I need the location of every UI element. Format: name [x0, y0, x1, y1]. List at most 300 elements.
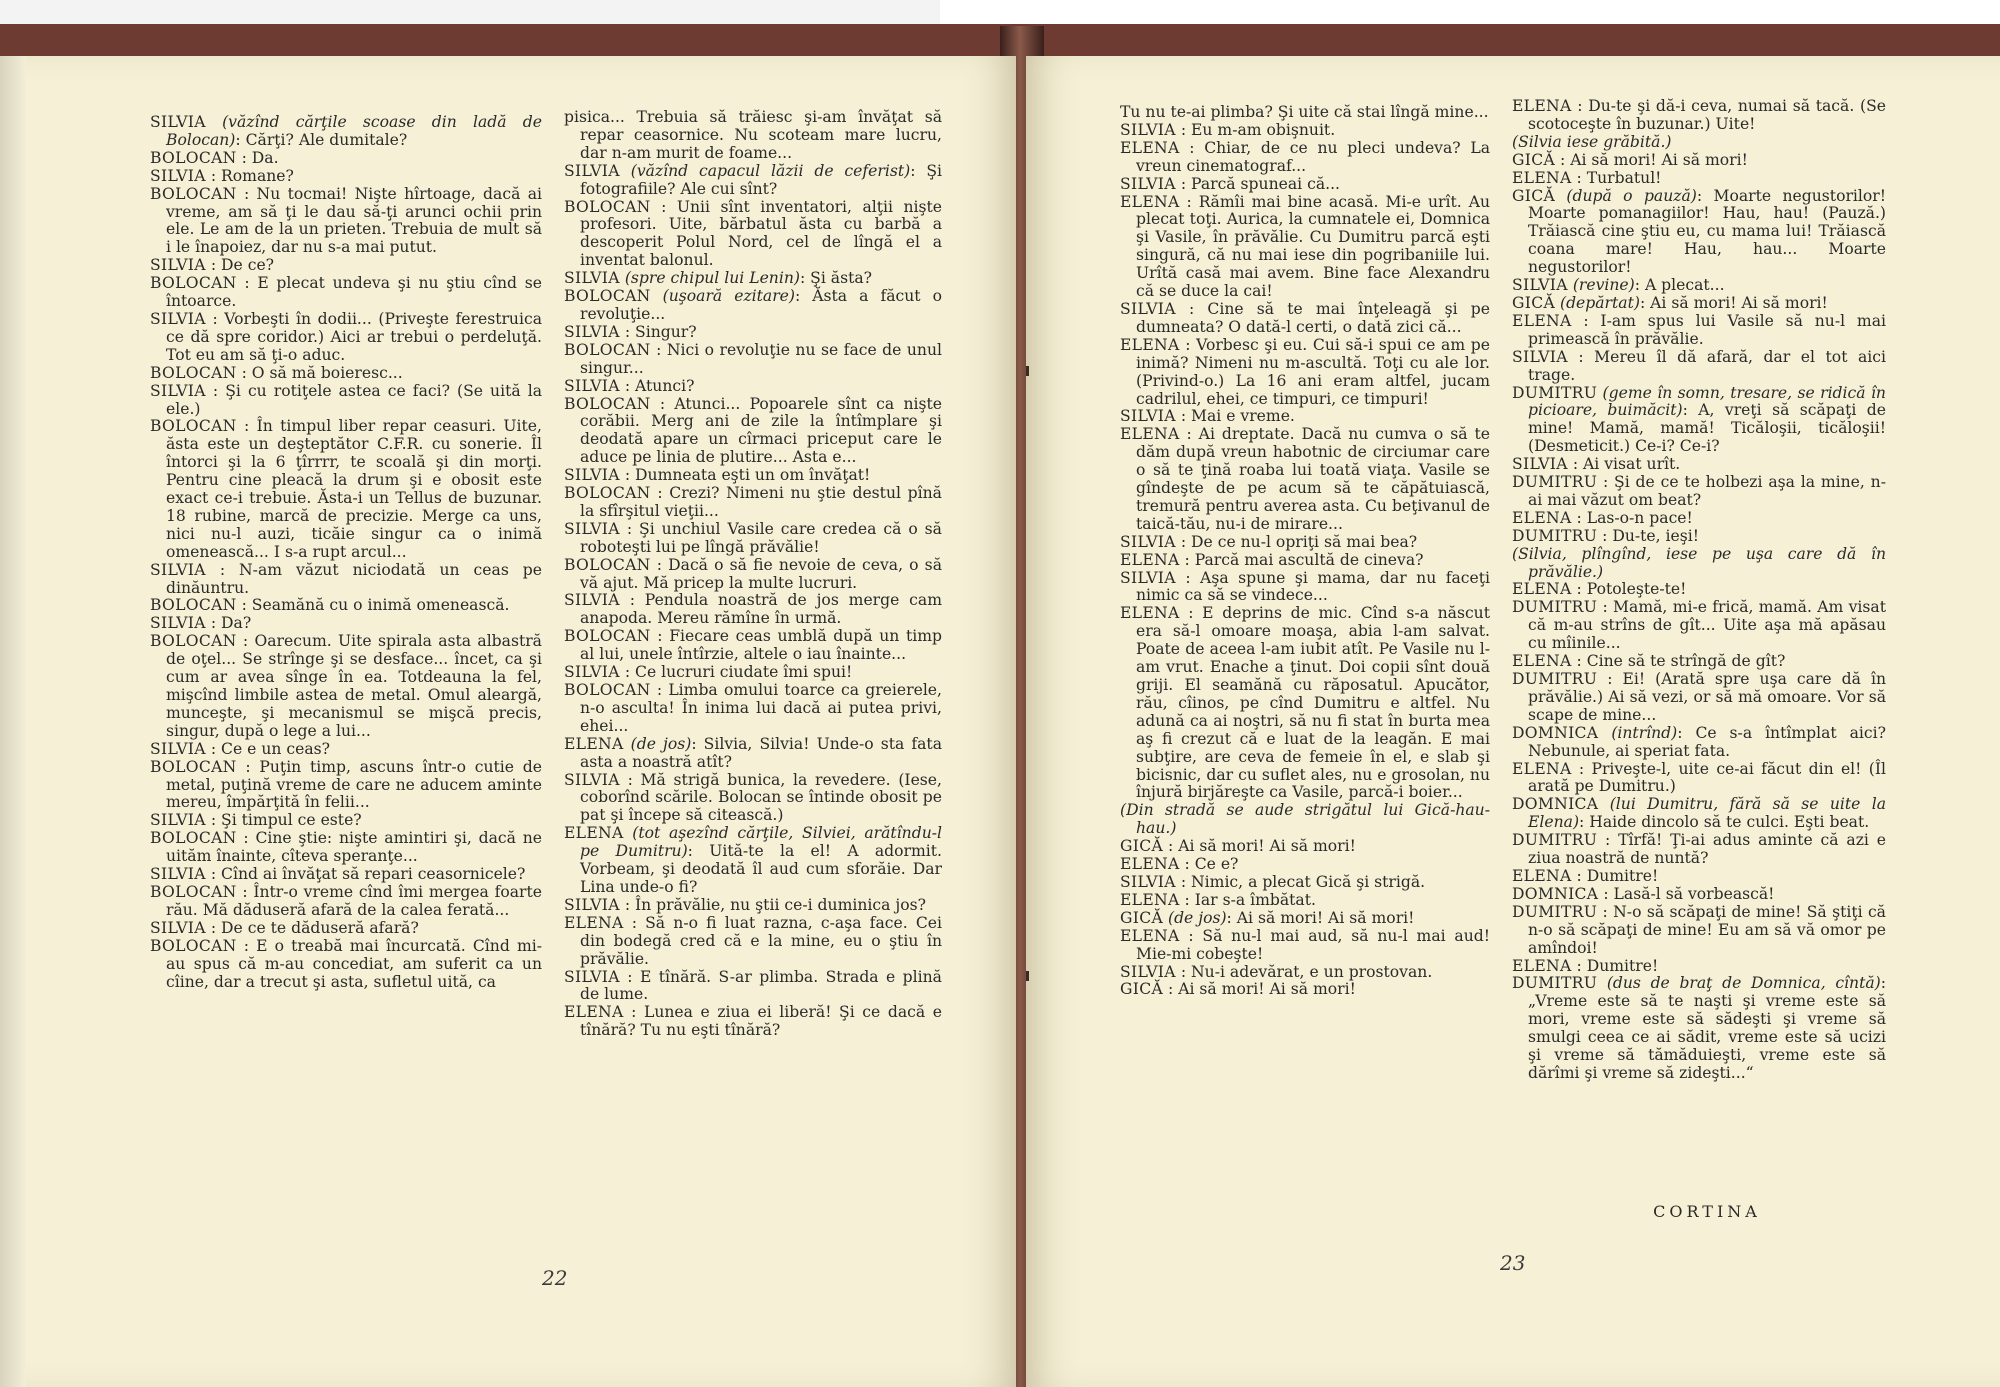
dialogue-text: : Iar s-a îmbătat. [1184, 890, 1316, 909]
dialogue-text: : Atunci? [624, 376, 695, 395]
dialogue-paragraph [1512, 311, 1886, 349]
speaker-name: DOMNICA [1512, 795, 1599, 814]
dialogue-text: : Potoleşte-te! [1576, 580, 1687, 599]
scan-speck [1026, 971, 1029, 981]
dialogue-paragraph [1512, 866, 1886, 886]
speaker-name: BOLOCAN [150, 417, 237, 436]
speaker-name: SILVIA [564, 519, 620, 538]
speaker-name: SILVIA [564, 967, 620, 986]
dialogue-text: : Dumitre! [1576, 866, 1659, 885]
dialogue-text: : Uită-te la el! A adormit. Vorbeam, şi deodată îl aud cum sforăie. Dar Lina unde-o fi? [580, 842, 942, 896]
cortina-label: CORTINA [1653, 1202, 1761, 1221]
dialogue-paragraph [564, 627, 942, 664]
dialogue-text: : Cine să te strîngă de gît? [1576, 652, 1786, 671]
dialogue-paragraph [150, 596, 542, 615]
stage-direction: (geme în somn, tresare, se ridică în picioare, buimăcit) [1528, 383, 1886, 420]
stage-direction: (de jos) [1167, 908, 1227, 927]
dialogue-text: : Dumneata eşti un om învăţat! [624, 466, 871, 485]
dialogue-text: : Ce lucruri ciudate îmi spui! [624, 663, 853, 682]
speaker-name: DUMITRU [1512, 598, 1598, 617]
dialogue-paragraph [1120, 425, 1490, 533]
dialogue-text: : „Vreme este să te naşti şi vreme este să mori, vreme este să sădeşti şi vreme să smulgi ceea ce ai sădit, vreme este să ucizi şi vreme să tămăduieşti, vreme este să dărîmi şi vreme să zideşti...“ [1528, 974, 1886, 1082]
speaker-name: ELENA [1120, 425, 1180, 444]
speaker-name: ELENA [1512, 866, 1572, 885]
speaker-name: SILVIA [564, 770, 620, 789]
speaker-name: ELENA [1512, 652, 1572, 671]
dialogue-paragraph [1512, 132, 1886, 152]
stage-direction: (tot aşezînd cărţile, Silviei, arătîndu-l pe Dumitru) [580, 824, 942, 861]
dialogue-text: : Chiar, de ce nu pleci undeva? La vreun cinematograf... [1136, 138, 1490, 175]
speaker-name: ELENA [1120, 192, 1180, 211]
dialogue-paragraph [1120, 980, 1490, 999]
dialogue-paragraph [150, 148, 542, 168]
speaker-name: BOLOCAN [150, 363, 237, 382]
dialogue-paragraph [1512, 508, 1886, 528]
dialogue-paragraph [1120, 926, 1490, 964]
dialogue-text: Tu nu te-ai plimba? Şi uite că stai lîngă mine... [1120, 103, 1489, 121]
speaker-name: DUMITRU [1512, 974, 1598, 993]
dialogue-paragraph [1120, 855, 1490, 874]
dialogue-paragraph [564, 913, 942, 969]
dialogue-paragraph [1512, 723, 1886, 761]
dialogue-text: pisica... Trebuia să trăiesc şi-am învăţat să repar ceasornice. Nu scoteam mare lucru, dar n-am murit de foame... [564, 108, 942, 162]
speaker-name: SILVIA [564, 376, 620, 395]
dialogue-text: : Du-te, ieşi! [1602, 526, 1700, 545]
speaker-name: BOLOCAN [150, 274, 237, 293]
dialogue-text: : Într-o vreme cînd îmi mergea foarte rău. Mă dăduseră afară de la calea ferată... [166, 882, 542, 919]
dialogue-text: : Nu-i adevărat, e un prostovan. [1180, 962, 1433, 981]
dialogue-text: : Da. [241, 148, 279, 167]
dialogue-text: : Parcă mai ascultă de cineva? [1184, 550, 1424, 569]
speaker-name: SILVIA [1512, 455, 1568, 474]
speaker-name: ELENA [1512, 759, 1572, 778]
dialogue-text: : Du-te şi dă-i ceva, numai să tacă. (Se scotoceşte în buzunar.) Uite! [1528, 97, 1886, 133]
speaker-name: GICĂ [1512, 293, 1556, 312]
dialogue-paragraph [564, 108, 942, 163]
speaker-name: SILVIA [150, 113, 206, 131]
dialogue-paragraph [1120, 299, 1490, 337]
dialogue-paragraph [150, 560, 542, 598]
dialogue-text: : Singur? [624, 322, 697, 341]
dialogue-text: : Oarecum. Uite spirala asta albastră de oţel... Se strînge şi se desface... încet, ca şi cum ar avea sînge în ea. Totdeauna la fel, mişcînd limbile astea de metal. Omul aleargă, munceşte, şi mecanismul se mişcă precis, singur, după o lege a lui... [166, 632, 542, 740]
speaker-name: GICĂ [1120, 837, 1164, 856]
dialogue-text: : Mai e vreme. [1180, 407, 1295, 426]
dialogue-text: : Eu m-am obişnuit. [1180, 120, 1336, 139]
dialogue-paragraph [1512, 347, 1886, 385]
dialogue-text: : A plecat... [1634, 276, 1725, 295]
dialogue-text: : Aşa spune şi mama, dar nu faceţi nimic ca să se vindece... [1136, 568, 1490, 605]
speaker-name: GICĂ [1120, 908, 1164, 927]
speaker-name: SILVIA [564, 269, 620, 288]
speaker-name: DUMITRU [1512, 383, 1598, 402]
stage-direction: (de jos) [630, 734, 692, 753]
dialogue-paragraph [150, 381, 542, 419]
dialogue-paragraph [1120, 192, 1490, 301]
stage-direction: (spre chipul lui Lenin) [624, 269, 800, 288]
speaker-name: SILVIA [1120, 962, 1176, 981]
dialogue-text: : A, vreţi să scăpaţi de mine! Mamă, mamă! Ticăloşii, ticăloşii! (Desmeticit.) Ce-i? Ce-i? [1528, 401, 1887, 456]
dialogue-text: : Şi cu rotiţele astea ce faci? (Se uită la ele.) [166, 381, 542, 418]
dialogue-text: : Lunea e ziua ei liberă! Şi ce dacă e tînără? Tu nu eşti tînără? [580, 1003, 942, 1040]
dialogue-text: : Şi fotografiile? Ale cui sînt? [580, 161, 942, 198]
dialogue-text: : Unii sînt inventatori, alţii nişte profesori. Uite, bărbatul ăsta cu barbă a descoperit Polul Nord, cel de lîngă el a inventat balonul. [580, 197, 942, 270]
speaker-name: SILVIA [564, 895, 620, 914]
speaker-name: ELENA [564, 734, 624, 753]
dialogue-paragraph [564, 519, 942, 557]
speaker-name: BOLOCAN [564, 340, 651, 359]
dialogue-text: : Ai să mori! Ai să mori! [1167, 980, 1356, 999]
speaker-name: SILVIA [150, 309, 206, 328]
speaker-name: BOLOCAN [564, 394, 651, 413]
dialogue-paragraph [150, 632, 542, 740]
dialogue-text: : Ai să mori! Ai să mori! [1559, 150, 1748, 169]
dialogue-paragraph [150, 113, 542, 150]
dialogue-paragraph [1512, 759, 1886, 797]
dialogue-paragraph [1120, 103, 1490, 122]
dialogue-text: : Da? [210, 614, 252, 633]
dialogue-paragraph [1120, 801, 1490, 838]
dialogue-paragraph [1512, 831, 1886, 868]
dialogue-text: : Şi ăsta? [799, 269, 873, 288]
dialogue-paragraph [564, 1003, 942, 1040]
stage-direction: (intrînd) [1611, 723, 1678, 742]
speaker-name: SILVIA [1120, 872, 1176, 891]
speaker-name: SILVIA [150, 560, 206, 579]
dialogue-text: : Vorbeşti în dodii... (Priveşte ferestruica ce dă spre coridor.) Aici ar trebui o perdeluţă. Tot eu am să ţi-o aduc. [166, 309, 542, 364]
dialogue-paragraph [564, 895, 942, 915]
dialogue-paragraph [150, 829, 542, 866]
dialogue-text: : Puţin timp, ascuns într-o cutie de metal, puţină vreme de care ne aducem aminte mereu, împărţită în felii... [166, 757, 542, 812]
dialogue-paragraph [150, 757, 542, 813]
stage-direction: (depărtat) [1559, 293, 1640, 312]
dialogue-paragraph [150, 739, 542, 759]
speaker-name: ELENA [1120, 550, 1180, 569]
dialogue-text: : Haide dincolo să te culci. Eşti beat. [1579, 813, 1870, 832]
speaker-name: SILVIA [1120, 120, 1176, 139]
speaker-name: ELENA [1512, 311, 1572, 330]
speaker-name: SILVIA [150, 739, 206, 758]
speaker-name: ELENA [564, 1003, 624, 1022]
right-page-column-2 [1512, 97, 1887, 1083]
speaker-name: BOLOCAN [150, 184, 237, 203]
dialogue-paragraph [1120, 550, 1490, 570]
speaker-name: SILVIA [150, 865, 206, 884]
dialogue-paragraph [1512, 276, 1886, 295]
speaker-name: SILVIA [1120, 174, 1176, 193]
speaker-name: SILVIA [1120, 568, 1176, 587]
dialogue-text: : Ai să mori! Ai să mori! [1167, 837, 1356, 856]
speaker-name: ELENA [564, 913, 624, 932]
dialogue-paragraph [150, 309, 542, 365]
dialogue-text: : Rămîi mai bine acasă. Mi-e urît. Au plecat toţi. Aurica, la cumnatele ei, Domnica şi Vasile, în prăvălie. Cu Dumitru parcă eşti singură, că nu mai iese din pogribaniile lui. Urîtă casă mai avem. Bine face Alexandru că se duce la cai! [1136, 192, 1490, 301]
speaker-name: SILVIA [1512, 276, 1568, 295]
dialogue-paragraph [150, 184, 542, 258]
dialogue-paragraph [1120, 407, 1490, 426]
speaker-name: SILVIA [564, 663, 620, 682]
speaker-name: GICĂ [1512, 150, 1556, 169]
dialogue-text: : Turbatul! [1576, 168, 1662, 187]
page-block-edge [0, 56, 26, 1387]
dialogue-paragraph [1512, 902, 1886, 958]
speaker-name: DUMITRU [1512, 902, 1598, 921]
speaker-name: GICĂ [1120, 980, 1164, 999]
speaker-name: SILVIA [150, 166, 206, 185]
dialogue-text: : Cine ştie: nişte amintiri şi, dacă ne uităm înainte, cîteva speranţe... [166, 829, 542, 866]
dialogue-text: : Ai visat urît. [1572, 455, 1681, 474]
speaker-name: DUMITRU [1512, 831, 1598, 850]
dialogue-paragraph [564, 824, 942, 897]
speaker-name: BOLOCAN [564, 681, 651, 699]
dialogue-text: : Mereu îl dă afară, dar el tot aici trage. [1528, 347, 1886, 384]
stage-direction: (revine) [1572, 276, 1635, 295]
dialogue-text: : Cine să te mai înţeleagă şi pe dumneata? O dată-l certi, o dată zici că... [1136, 299, 1490, 336]
dialogue-text: : Silvia, Silvia! Unde-o sta fata asta a noastră atît? [580, 734, 942, 771]
speaker-name: BOLOCAN [150, 882, 237, 901]
stage-direction: (Silvia, plîngînd, iese pe uşa care dă în prăvălie.) [1512, 544, 1886, 581]
dialogue-text: : Ce e? [1184, 855, 1239, 874]
dialogue-paragraph [1512, 150, 1886, 170]
speaker-name: DOMNICA [1512, 723, 1599, 742]
dialogue-text: : E plecat undeva şi nu ştiu cînd se întoarce. [166, 274, 542, 311]
dialogue-paragraph [1120, 872, 1490, 892]
dialogue-paragraph [150, 417, 542, 561]
speaker-name: ELENA [1120, 335, 1180, 354]
dialogue-paragraph [1512, 974, 1886, 1082]
dialogue-paragraph [564, 466, 942, 485]
left-page-column-2 [564, 108, 942, 1040]
dialogue-text: : Cînd ai învăţat să repari ceasornicele? [210, 865, 526, 884]
dialogue-paragraph [1120, 604, 1490, 802]
stage-direction: (Silvia iese grăbită.) [1512, 132, 1672, 151]
dialogue-text: : Seamănă cu o inimă omenească. [241, 596, 510, 615]
dialogue-paragraph [564, 394, 942, 468]
dialogue-paragraph [150, 363, 542, 383]
dialogue-text: : Şi de ce te holbezi aşa la mine, n-ai mai văzut om beat? [1528, 473, 1886, 509]
dialogue-text: : În prăvălie, nu ştii ce-i duminica jos? [624, 895, 926, 914]
dialogue-text: : N-am văzut niciodată un ceas pe dinăuntru. [166, 560, 542, 597]
dialogue-paragraph [1512, 544, 1886, 582]
dialogue-paragraph [1512, 526, 1886, 546]
dialogue-text: : Tîrfă! Ţi-ai adus aminte că azi e ziua noastră de nuntă? [1528, 831, 1886, 868]
dialogue-text: : Să n-o fi luat razna, c-aşa face. Cei din bodegă cred că e la mine, eu o ştiu în prăvălie. [580, 913, 942, 968]
speaker-name: SILVIA [150, 381, 206, 400]
speaker-name: BOLOCAN [564, 287, 651, 306]
dialogue-text: : Moarte negustorilor! Moarte pomanagiilor! Hau, hau! (Pauză.) Trăiască cine ştiu eu, cu mama lui! Trăiască coana mare! Hau, hau... Moarte negustorilor! [1528, 186, 1886, 277]
speaker-name: ELENA [1512, 508, 1572, 527]
dialogue-paragraph [1120, 890, 1490, 910]
speaker-name: BOLOCAN [564, 484, 651, 503]
dialogue-paragraph [1512, 956, 1886, 976]
dialogue-paragraph [1120, 335, 1490, 409]
dialogue-paragraph [150, 166, 542, 186]
speaker-name: ELENA [1512, 580, 1572, 599]
dialogue-text: : Romane? [210, 166, 294, 185]
speaker-name: ELENA [564, 824, 624, 843]
speaker-name: SILVIA [150, 614, 206, 633]
dialogue-text: : Nimic, a plecat Gică şi strigă. [1180, 872, 1426, 891]
speaker-name: DOMNICA [1512, 884, 1599, 903]
dialogue-paragraph [1120, 568, 1490, 606]
dialogue-text: : Mă strigă bunica, la revedere. (Iese, coborînd scările. Bolocan se întinde obosit pe pat şi începe să citească.) [580, 770, 942, 825]
dialogue-text: : Las-o-n pace! [1576, 508, 1693, 527]
speaker-name: ELENA [1120, 604, 1180, 623]
speaker-name: BOLOCAN [564, 197, 651, 216]
dialogue-paragraph [564, 681, 942, 736]
dialogue-paragraph [564, 340, 942, 378]
dialogue-paragraph [1120, 962, 1490, 982]
dialogue-text: : Dacă o să fie nevoie de ceva, o să vă ajut. Mă pricep la multe lucruri. [580, 555, 942, 592]
stage-direction: (văzînd cărţile scoase din ladă de Bolocan) [166, 113, 542, 149]
speaker-name: SILVIA [1120, 532, 1176, 551]
dialogue-paragraph [1120, 908, 1490, 928]
dialogue-text: : Şi timpul ce este? [210, 811, 362, 830]
speaker-name: SILVIA [1120, 407, 1176, 426]
dialogue-paragraph [1512, 97, 1886, 134]
speaker-name: ELENA [1120, 138, 1180, 157]
speaker-name: DUMITRU [1512, 473, 1598, 492]
dialogue-text: : De ce te dăduseră afară? [210, 918, 419, 937]
dialogue-text: : În timpul liber repar ceasuri. Uite, ăsta este un deşteptător C.F.R. cu sonerie. Îl întorci şi la 6 ţîrrrr, te scoală şi din morţi. Pentru cine pleacă la drum şi e obosit este exact ce-i trebuie. Ăsta-i un Tellus de buzunar. 18 rubine, marcă de precizie. Merge ca uns, nici nu-l auzi, ticăie singur ca o inimă omenească... I s-a rupt arcul... [166, 417, 542, 561]
dialogue-paragraph [1120, 120, 1490, 140]
dialogue-paragraph [1512, 670, 1886, 725]
dialogue-paragraph [1512, 884, 1886, 904]
speaker-name: ELENA [1512, 97, 1572, 115]
dialogue-paragraph [1512, 383, 1887, 457]
speaker-name: SILVIA [1512, 347, 1568, 366]
page-number: 23 [1500, 1251, 1526, 1275]
dialogue-paragraph [150, 256, 542, 275]
dialogue-paragraph [564, 197, 942, 271]
dialogue-paragraph [564, 591, 942, 628]
speaker-name: BOLOCAN [564, 627, 651, 646]
speaker-name: BOLOCAN [150, 936, 237, 955]
dialogue-paragraph [150, 918, 542, 938]
dialogue-paragraph [1120, 532, 1490, 552]
dialogue-text: : Ei! (Arată spre uşa care dă în prăvălie.) Ai să vezi, or să mă omoare. Vor să scape de mine... [1528, 670, 1886, 724]
stage-direction: (văzînd capacul lăzii de ceferist) [630, 161, 911, 180]
dialogue-text: : Ăsta a făcut o revoluţie... [580, 287, 942, 323]
dialogue-text: : Ce s-a întîmplat aici? Nebunule, ai speriat fata. [1528, 723, 1886, 760]
dialogue-paragraph [564, 663, 942, 682]
speaker-name: GICĂ [1512, 186, 1556, 205]
left-page-column-1 [150, 113, 542, 991]
speaker-name: ELENA [1120, 855, 1180, 874]
dialogue-paragraph [564, 770, 942, 826]
speaker-name: BOLOCAN [150, 596, 237, 615]
dialogue-text: : Crezi? Nimeni nu ştie destul pînă la sfîrşitul vieţii... [580, 484, 942, 520]
dialogue-text: : Lasă-l să vorbească! [1603, 884, 1775, 903]
dialogue-text: : De ce? [210, 256, 275, 275]
dialogue-text: : Cărţi? Ale dumitale? [235, 130, 408, 149]
dialogue-paragraph [1512, 293, 1886, 313]
dialogue-paragraph [564, 287, 942, 324]
page-number: 22 [542, 1266, 568, 1290]
dialogue-text: : Să nu-l mai aud, să nu-l mai aud! Mie-mi cobeşte! [1136, 926, 1490, 963]
dialogue-text: : E tînără. S-ar plimba. Strada e plină de lume. [580, 967, 942, 1004]
speaker-name: BOLOCAN [150, 148, 237, 167]
speaker-name: ELENA [1512, 956, 1572, 975]
speaker-name: SILVIA [150, 256, 206, 275]
speaker-name: SILVIA [1120, 299, 1176, 318]
scan-speck [1026, 366, 1029, 376]
dialogue-text: : Parcă spuneai că... [1180, 174, 1340, 193]
dialogue-paragraph [1512, 186, 1886, 278]
dialogue-paragraph [1512, 473, 1886, 510]
dialogue-paragraph [150, 614, 542, 633]
dialogue-paragraph [1120, 837, 1490, 856]
speaker-name: DUMITRU [1512, 526, 1598, 545]
dialogue-paragraph [1120, 174, 1490, 194]
stage-direction: (dus de braţ de Domnica, cîntă) [1606, 974, 1881, 993]
right-page [1026, 56, 2000, 1387]
dialogue-paragraph [564, 484, 942, 521]
dialogue-text: : Fiecare ceas umblă după un timp al lui, unele întîrzie, altele o iau înainte... [580, 627, 942, 664]
dialogue-text: : Ce e un ceas? [210, 739, 330, 758]
speaker-name: BOLOCAN [150, 829, 237, 848]
dialogue-paragraph [1512, 168, 1886, 188]
dialogue-paragraph [1512, 580, 1886, 599]
dialogue-paragraph [1120, 138, 1490, 176]
dialogue-text: : O să mă boieresc... [241, 363, 403, 382]
left-page [26, 56, 1016, 1387]
dialogue-text: : Ai să mori! Ai să mori! [1639, 293, 1828, 312]
speaker-name: SILVIA [564, 161, 620, 180]
stage-direction: (Din stradă se aude strigătul lui Gică-hau-hau.) [1120, 801, 1490, 838]
speaker-name: DUMITRU [1512, 670, 1598, 688]
dialogue-text: : Ai să mori! Ai să mori! [1226, 908, 1415, 927]
dialogue-paragraph [1512, 652, 1886, 671]
dialogue-paragraph [1512, 795, 1886, 832]
speaker-name: SILVIA [564, 591, 620, 610]
speaker-name: SILVIA [564, 466, 620, 485]
dialogue-paragraph [1512, 598, 1886, 653]
dialogue-text: : De ce nu-l opriţi să mai bea? [1180, 532, 1418, 551]
dialogue-text: : Nu tocmai! Nişte hîrtoage, dacă ai vreme, am să ţi le dau să-ţi arunci ochii prin ele. Le am de la un prieten. Trebuia de mult să i le înapoiez, dar nu s-a mai putut. [166, 184, 542, 257]
dialogue-paragraph [150, 865, 542, 884]
dialogue-paragraph [564, 376, 942, 396]
speaker-name: ELENA [1120, 890, 1180, 909]
dialogue-text: : Nici o revoluţie nu se face de unul singur... [580, 340, 942, 377]
dialogue-text: : Limba omului toarce ca greierele, n-o asculta! În inima lui dacă ai putea privi, ehei... [580, 681, 942, 735]
dialogue-text: : Şi unchiul Vasile care credea că o să roboteşti lui pe lîngă prăvălie! [580, 519, 942, 556]
dialogue-text: : N-o să scăpaţi de mine! Să ştiţi că n-o să scăpaţi de mine! Eu am să vă omor pe amîndoi! [1528, 902, 1886, 957]
dialogue-text: : Mamă, mi-e frică, mamă. Am visat că m-au strîns de gît... Uite aşa mă apăsau cu mîinile... [1528, 598, 1886, 653]
dialogue-paragraph [564, 322, 942, 342]
speaker-name: SILVIA [150, 811, 206, 830]
dialogue-paragraph [150, 936, 542, 992]
dialogue-text: : Ai dreptate. Dacă nu cumva o să te dăm după vreun habotnic de circiumar care o să te ţină roaba lui toată viaţa. Vasile se gîndeşte de pe acum să te căpătuiască, tremură pentru averea asta. Cu beţivanul de taică-tău, nu-i de mirare... [1136, 425, 1490, 533]
dialogue-paragraph [1512, 455, 1886, 474]
dialogue-text: : Dumitre! [1576, 956, 1659, 975]
speaker-name: BOLOCAN [564, 555, 651, 574]
dialogue-paragraph [564, 555, 942, 593]
right-page-column-1 [1120, 103, 1490, 999]
stage-direction: (după o pauză) [1566, 186, 1697, 205]
dialogue-text: : E deprins de mic. Cînd s-a născut era să-l omoare moaşa, abia l-am salvat. Poate de aceea l-am iubit atît. Pe Vasile nu l-am vrut. Enache a ţinut. Doi copii sînt două griji. El seamănă cu răposatul. Apucător, rău, cîinos, pe cînd Dumitru e altfel. Nu adună ca ai noştri, să nu fi stat în burta mea aş fi crezut că e luat de la leagăn. E mai subţire, are ceva de femeie în el, e slab şi bicisnic, dar cu suflet ales, nu e grosolan, nu înjură birjăreşte ca Vasile, parcă-i boier... [1136, 604, 1490, 802]
dialogue-text: : Priveşte-l, uite ce-ai făcut din el! (Îl arată pe Dumitru.) [1528, 759, 1886, 796]
dialogue-text: : Pendula noastră de jos merge cam anapoda. Mereu rămîne în urmă. [580, 591, 942, 628]
dialogue-paragraph [564, 161, 942, 199]
dialogue-text: : E o treabă mai încurcată. Cînd mi-au spus că m-au concediat, am suferit ca un cîine, dar a trecut şi asta, sufletul uită, ca [166, 936, 542, 991]
dialogue-paragraph [150, 811, 542, 830]
speaker-name: SILVIA [564, 322, 620, 341]
dialogue-text: : I-am spus lui Vasile să nu-l mai primească în prăvălie. [1528, 311, 1886, 348]
dialogue-paragraph [150, 882, 542, 920]
dialogue-paragraph [564, 967, 942, 1005]
dialogue-text: : Vorbesc şi eu. Cui să-i spui ce am pe inimă? Nimeni nu m-ascultă. Toţi cu ale lor. (Privind-o.) La 16 ani eram altfel, jucam cadrilul, ehei, ce timpuri, ce timpuri! [1136, 335, 1490, 408]
dialogue-paragraph [150, 274, 542, 311]
dialogue-paragraph [564, 269, 942, 288]
